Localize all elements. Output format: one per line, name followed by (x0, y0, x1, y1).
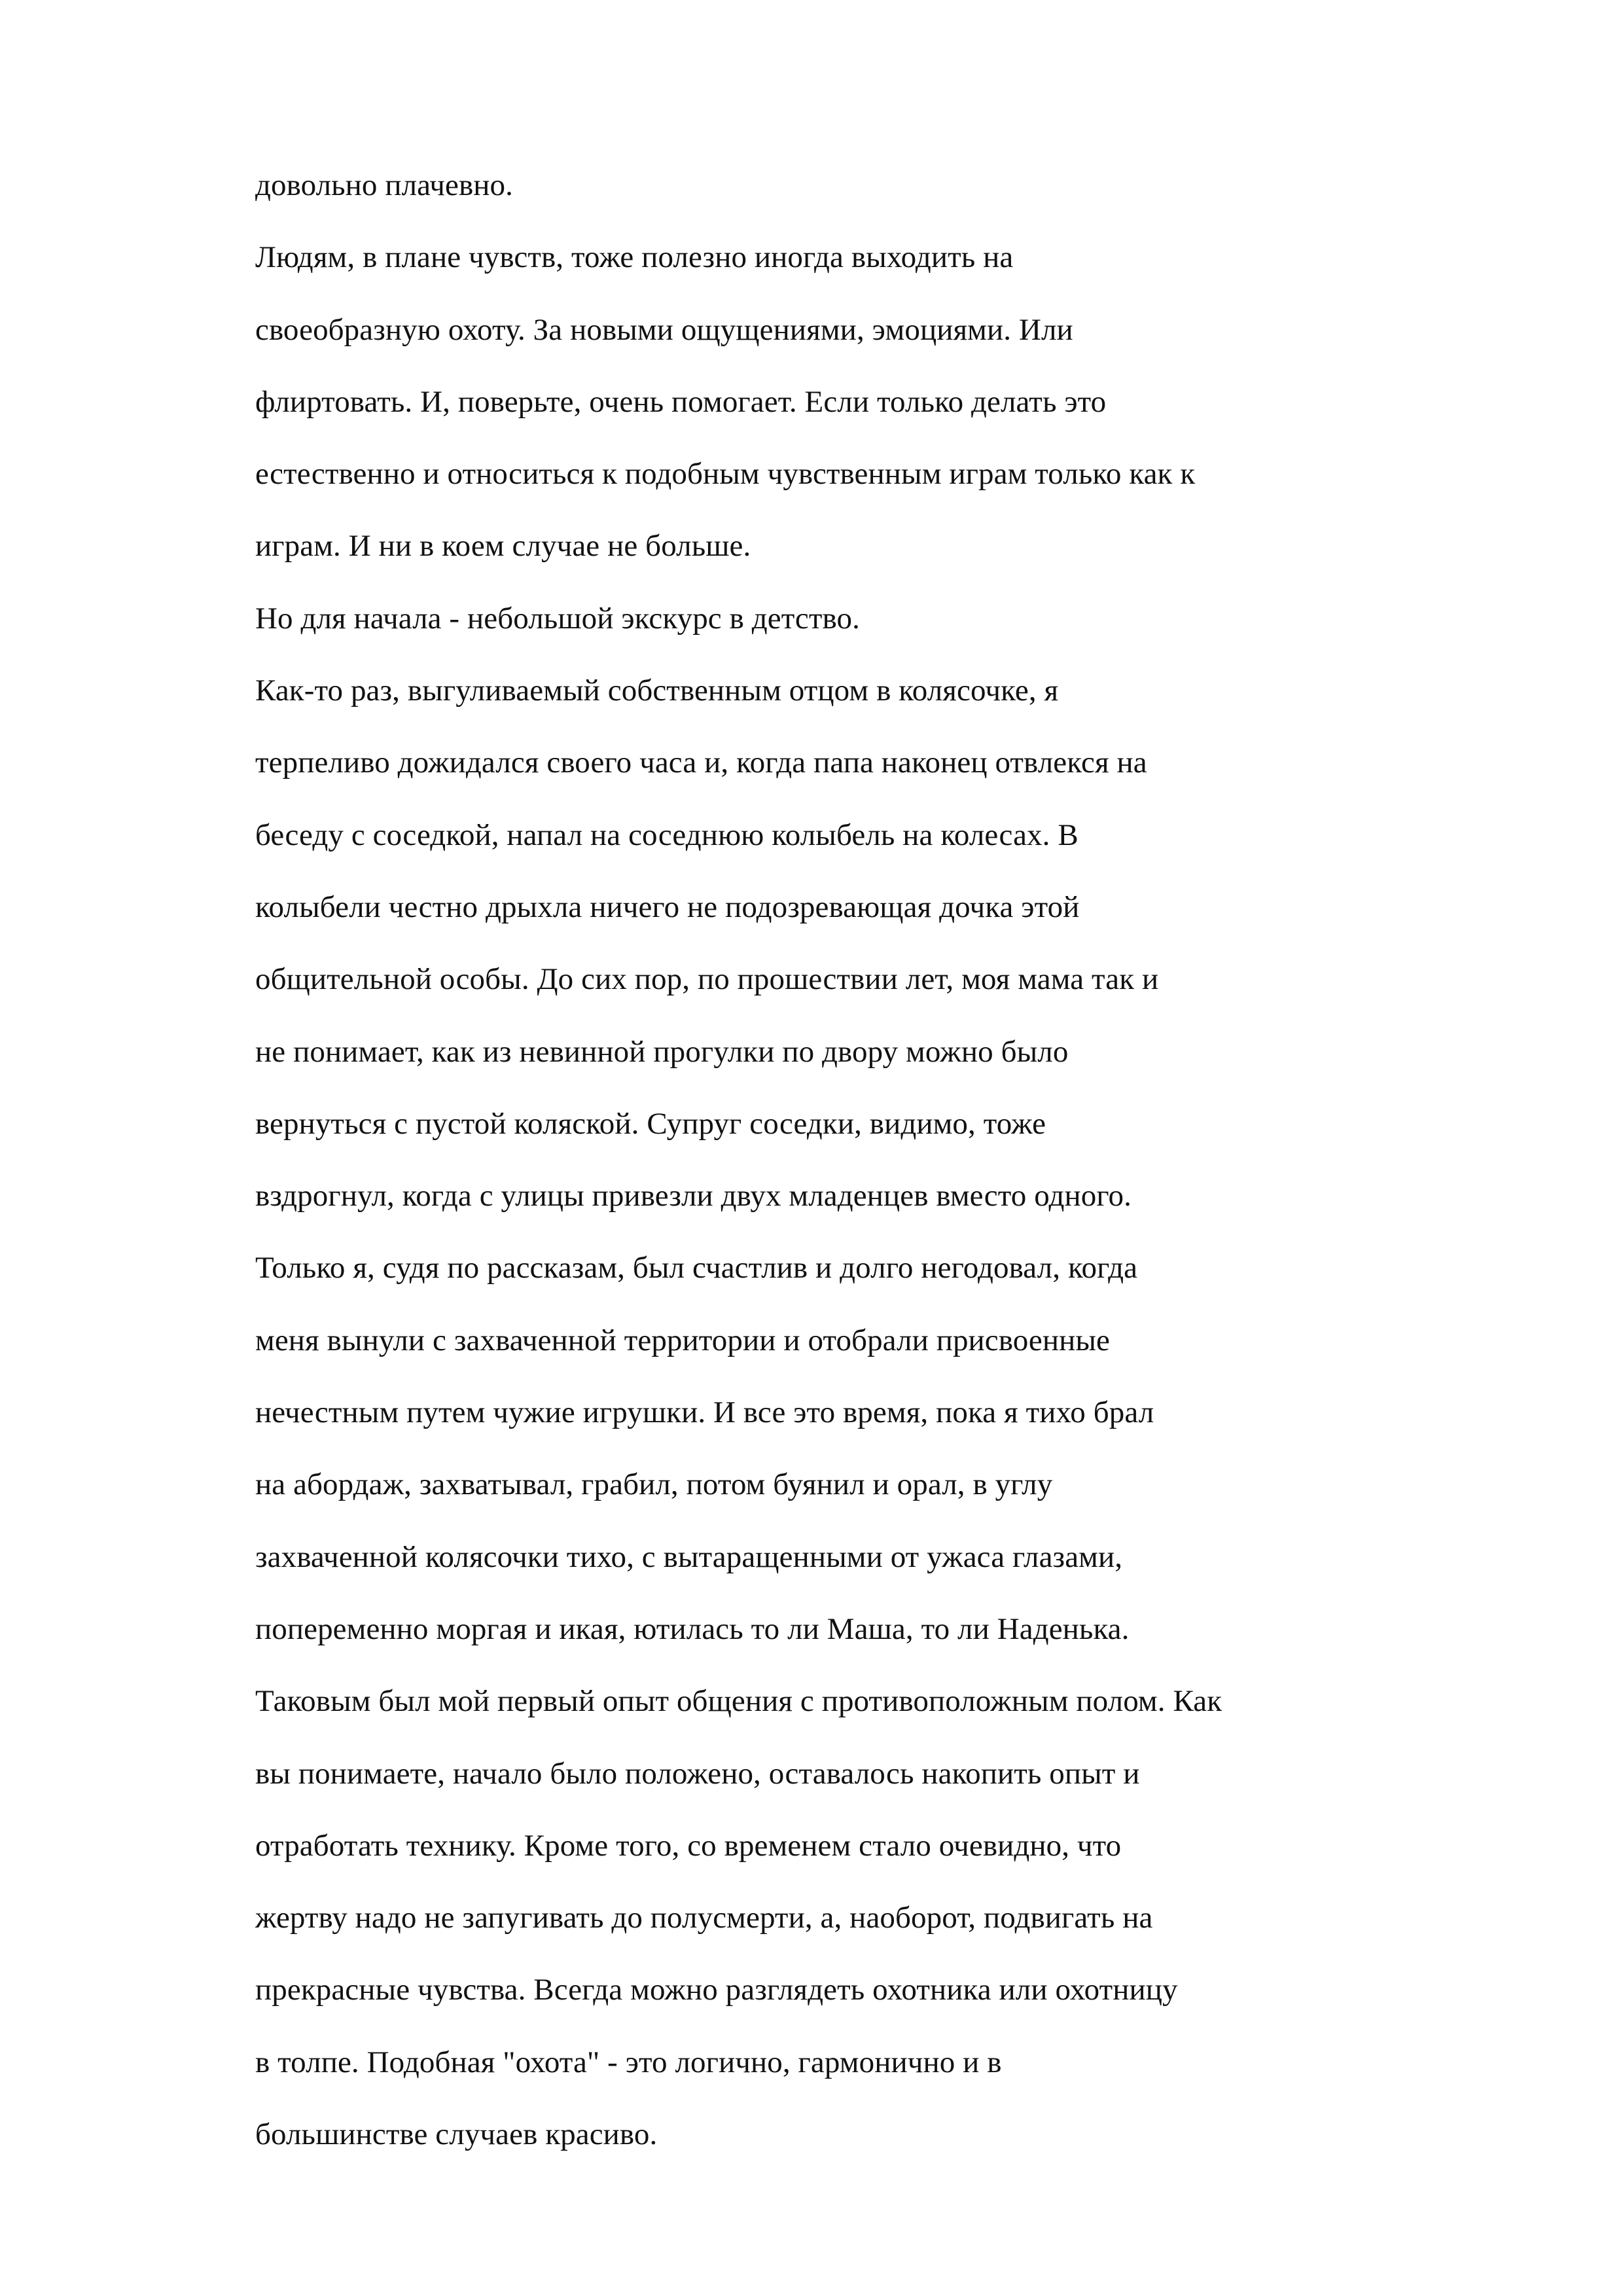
text-line: колыбели честно дрыхла ничего не подозревающая дочка этой (255, 889, 1080, 924)
text-line: Людям, в плане чувств, тоже полезно иногда выходить на (255, 240, 1014, 275)
text-line: не понимает, как из невинной прогулки по двору можно было (255, 1034, 1069, 1069)
body-text (255, 149, 1400, 2170)
text-line: довольно плачевно. (255, 168, 513, 202)
text-line: вы понимаете, начало было положено, оставалось накопить опыт и (255, 1756, 1140, 1791)
text-line: меня вынули с захваченной территории и отобрали присвоенные (255, 1323, 1111, 1357)
text-line: играм. И ни в коем случае не больше. (255, 529, 751, 564)
text-line: жертву надо не запугивать до полусмерти, а, наоборот, подвигать на (255, 1901, 1153, 1935)
text-line: Таковым был мой первый опыт общения с противоположным полом. Как (255, 1684, 1222, 1719)
text-line: вздрогнул, когда с улицы привезли двух младенцев вместо одного. (255, 1179, 1132, 1213)
text-line: большинстве случаев красиво. (255, 2117, 658, 2152)
text-line: на абордаж, захватывал, грабил, потом буянил и орал, в углу (255, 1467, 1053, 1502)
text-line: вернуться с пустой коляской. Супруг соседки, видимо, тоже (255, 1106, 1046, 1141)
text-line: терпеливо дожидался своего часа и, когда папа наконец отвлекся на (255, 745, 1147, 780)
text-line: нечестным путем чужие игрушки. И все это время, пока я тихо брал (255, 1395, 1154, 1430)
text-line: попеременно моргая и икая, ютилась то ли Маша, то ли Наденька. (255, 1611, 1130, 1646)
text-line: своеобразную охоту. За новыми ощущениями, эмоциями. Или (255, 312, 1073, 347)
text-line: Как-то раз, выгуливаемый собственным отцом в колясочке, я (255, 673, 1059, 708)
text-line: Но для начала - небольшой экскурс в детство. (255, 601, 860, 636)
text-line: флиртовать. И, поверьте, очень помогает. Если только делать это (255, 384, 1107, 419)
text-line: захваченной колясочки тихо, с вытаращенными от ужаса глазами, (255, 1539, 1123, 1574)
text-line: беседу с соседкой, напал на соседнюю колыбель на колесах. В (255, 817, 1079, 852)
text-line: прекрасные чувства. Всегда можно разглядеть охотника или охотницу (255, 1973, 1178, 2007)
text-line: естественно и относиться к подобным чувственным играм только как к (255, 457, 1196, 492)
text-line: Только я, судя по рассказам, был счастлив и долго негодовал, когда (255, 1251, 1138, 1285)
text-line: в толпе. Подобная "охота" - это логично, гармонично и в (255, 2045, 1002, 2079)
text-line: отработать технику. Кроме того, со временем стало очевидно, что (255, 1828, 1122, 1863)
text-line: общительной особы. До сих пор, по прошествии лет, моя мама так и (255, 962, 1159, 997)
